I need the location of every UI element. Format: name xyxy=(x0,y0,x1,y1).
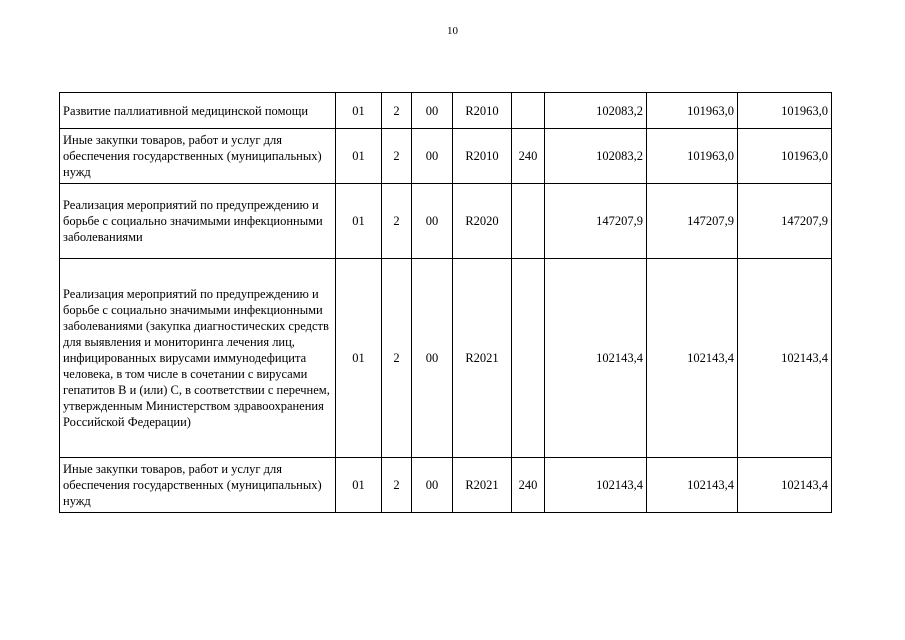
row-code-1: 01 xyxy=(336,184,382,259)
row-code-3: 00 xyxy=(412,259,453,458)
row-value-2: 147207,9 xyxy=(647,184,738,259)
row-value-1: 147207,9 xyxy=(545,184,647,259)
row-expense-type xyxy=(512,184,545,259)
row-code-2: 2 xyxy=(382,458,412,513)
row-value-3: 102143,4 xyxy=(738,259,832,458)
table-row xyxy=(60,93,832,129)
table-row xyxy=(60,259,832,458)
table-row xyxy=(60,458,832,513)
row-value-2: 101963,0 xyxy=(647,129,738,184)
row-code-4: R2020 xyxy=(453,184,512,259)
row-expense-type xyxy=(512,259,545,458)
row-value-3: 147207,9 xyxy=(738,184,832,259)
row-code-4: R2010 xyxy=(453,129,512,184)
row-code-3: 00 xyxy=(412,184,453,259)
row-value-2: 102143,4 xyxy=(647,259,738,458)
row-name: Реализация мероприятий по предупреждению и борьбе с социально значимыми инфекционными заболеваниями xyxy=(60,184,336,259)
row-value-2: 101963,0 xyxy=(647,93,738,129)
row-value-3: 101963,0 xyxy=(738,129,832,184)
row-name: Иные закупки товаров, работ и услуг для обеспечения государственных (муниципальных) нужд xyxy=(60,129,336,184)
budget-table xyxy=(59,92,832,513)
row-code-1: 01 xyxy=(336,458,382,513)
row-name: Иные закупки товаров, работ и услуг для обеспечения государственных (муниципальных) нужд xyxy=(60,458,336,513)
row-name: Реализация мероприятий по предупреждению и борьбе с социально значимыми инфекционными заболеваниями (закупка диагностических средств для выявления и мониторинга лечения лиц, инфицированных вирусами иммунодефицита человека, в том числе в сочетании с вирусами гепатитов B и (или) C, в соответствии с перечнем, утвержденным Министерством здравоохранения Российской Федерации) xyxy=(60,259,336,458)
row-code-2: 2 xyxy=(382,93,412,129)
row-expense-type: 240 xyxy=(512,129,545,184)
row-expense-type xyxy=(512,93,545,129)
row-expense-type: 240 xyxy=(512,458,545,513)
row-code-4: R2010 xyxy=(453,93,512,129)
table-body xyxy=(60,93,832,513)
row-code-4: R2021 xyxy=(453,259,512,458)
table-row xyxy=(60,184,832,259)
row-code-3: 00 xyxy=(412,93,453,129)
row-code-4: R2021 xyxy=(453,458,512,513)
row-value-1: 102083,2 xyxy=(545,93,647,129)
row-code-2: 2 xyxy=(382,184,412,259)
row-code-2: 2 xyxy=(382,129,412,184)
table-row xyxy=(60,129,832,184)
row-value-1: 102143,4 xyxy=(545,458,647,513)
row-code-3: 00 xyxy=(412,458,453,513)
row-value-2: 102143,4 xyxy=(647,458,738,513)
row-code-1: 01 xyxy=(336,93,382,129)
row-value-1: 102083,2 xyxy=(545,129,647,184)
row-code-1: 01 xyxy=(336,259,382,458)
row-code-2: 2 xyxy=(382,259,412,458)
row-name: Развитие паллиативной медицинской помощи xyxy=(60,93,336,129)
row-code-1: 01 xyxy=(336,129,382,184)
row-value-3: 102143,4 xyxy=(738,458,832,513)
page-number: 10 xyxy=(447,25,458,37)
row-code-3: 00 xyxy=(412,129,453,184)
row-value-1: 102143,4 xyxy=(545,259,647,458)
row-value-3: 101963,0 xyxy=(738,93,832,129)
